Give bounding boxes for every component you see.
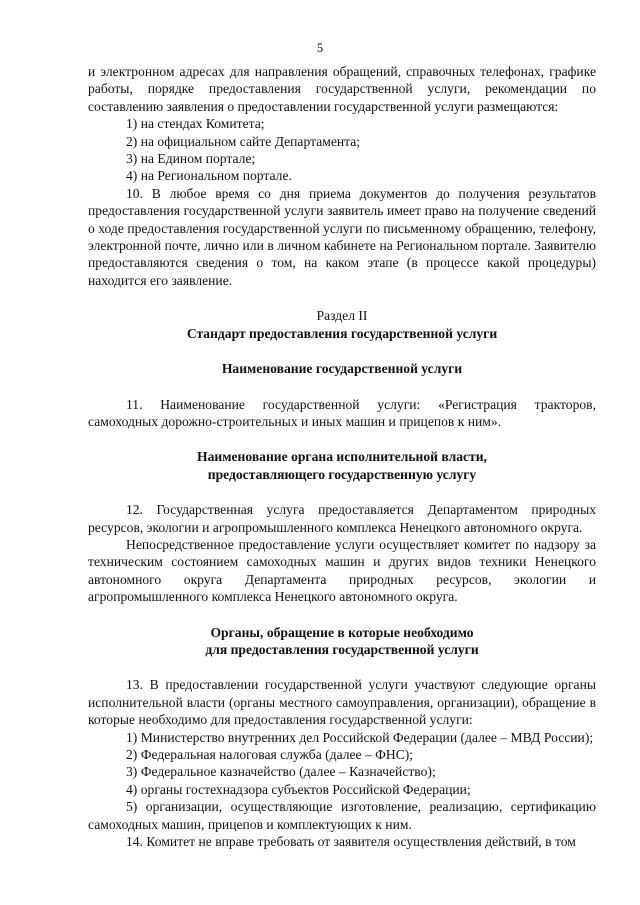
document-body [88,63,596,850]
point-13-item-4: 4) органы гостехнадзора субъектов Российской Федерации; [126,781,471,797]
intro-item-4: 4) на Региональном портале. [126,168,292,184]
point-13-item-2: 2) Федеральная налоговая служба (далее – ФНС); [126,747,414,762]
page-number: 5 [316,41,324,55]
point-13-item-1: 1) Министерство внутренних дел Российской Федерации (далее – МВД России); [126,729,594,745]
heading-service-name: Наименование государственной услуги [221,361,463,377]
heading-authority-line-1: Наименование органа исполнительной власти, [197,449,487,465]
heading-bodies-line-2: для предоставления государственной услуги [205,641,479,657]
intro-paragraph: и электронном адресах для направления обращений, справочных телефонах, графике работы, порядке предоставления государственной услуги, рекомендации по составлению заявления о предоставлении государственной услуги размещаются: [88,64,596,114]
point-13-intro: 13. В предоставлении государственной услуги участвуют следующие органы исполнительной власти (органы местного самоуправления, организации), обращение в которые необходимо для предоставления государственной услуги: [88,677,596,728]
intro-item-3: 3) на Едином портале; [126,151,256,167]
point-13-item-3: 3) Федеральное казначейство (далее – Казначейство); [126,764,436,780]
point-11: 11. Наименование государственной услуги: «Регистрация тракторов, самоходных дорожно-строительных и иных машин и прицепов к ним». [88,396,596,429]
heading-authority-line-2: предоставляющего государственную услугу [207,466,477,482]
intro-item-1: 1) на стендах Комитета; [126,116,265,132]
point-13-item-5: 5) организации, осуществляющие изготовление, реализацию, сертификацию самоходных машин, прицепов и комплектующих к ним. [88,799,596,832]
section-label: Раздел II [316,308,368,324]
point-10: 10. В любое время со дня приема документов до получения результатов предоставления государственной услуги заявитель имеет право на получение сведений о ходе предоставления государственной услуги по письменному обращению, телефону, электронной почте, лично или в личном кабинете на Региональном портале. Заявителю предоставляются сведения о том, на каком этапе (в процессе какой процедуры) находится его заявление. [88,185,596,288]
heading-bodies-line-1: Органы, обращение в которые необходимо [210,624,474,640]
point-12-direct: Непосредственное предоставление услуги осуществляет комитет по надзору за техническим состоянием самоходных машин и других видов техники Ненецкого автономного округа Департамента природных ресурсов, экологии и агропромышленного комплекса Ненецкого автономного округа. [88,536,596,605]
section-title: Стандарт предоставления государственной услуги [186,325,498,341]
point-14: 14. Комитет не вправе требовать от заявителя осуществления действий, в том [126,834,576,850]
point-12: 12. Государственная услуга предоставляется Департаментом природных ресурсов, экологии и агропромышленного комплекса Ненецкого автономного округа. [88,502,596,535]
intro-item-2: 2) на официальном сайте Департамента; [126,133,361,149]
